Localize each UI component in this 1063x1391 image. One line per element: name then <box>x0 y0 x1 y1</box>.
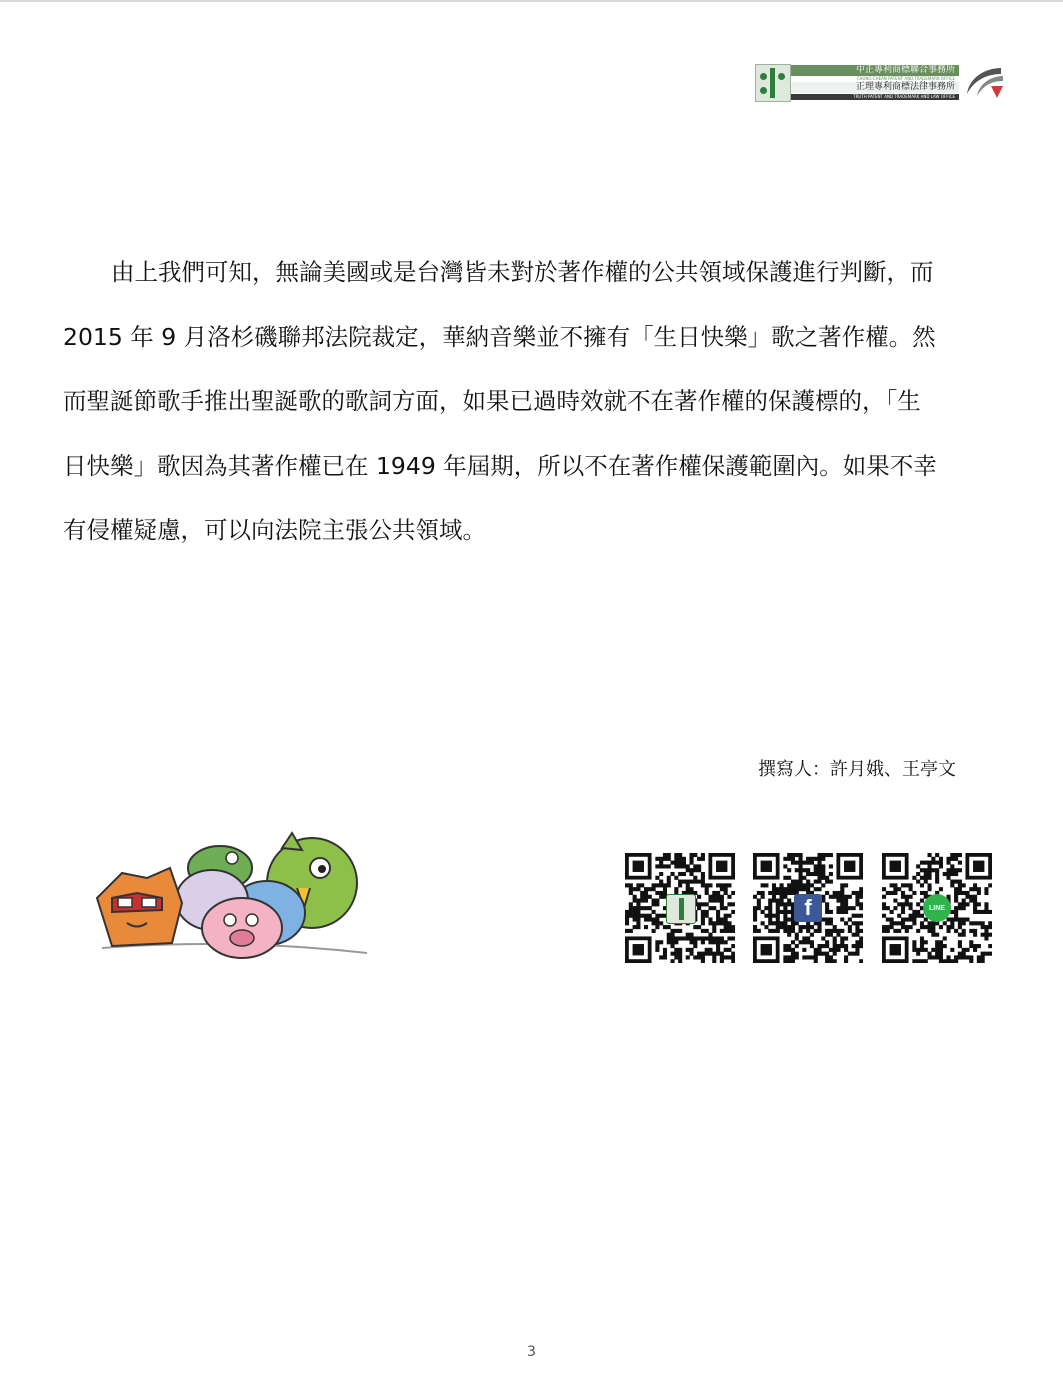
facebook-icon <box>794 894 822 922</box>
logo-name-english-2: TRUTH PATENT AND TRADEMARK AND LAW OFFICE <box>791 94 959 100</box>
mascot-illustration <box>92 828 372 963</box>
office-logo <box>755 64 1005 102</box>
paragraph <box>63 240 1000 563</box>
paragraph-line: 2015 年 9 月洛杉磯聯邦法院裁定，華納音樂並不擁有「生日快樂」歌之著作權。然 <box>63 322 936 351</box>
logo-name-chinese-1: 中正專利商標聯合事務所 <box>791 65 959 76</box>
facebook-glyph: f <box>804 895 812 920</box>
office-logo-icon <box>755 64 791 102</box>
page-number: 3 <box>527 1344 536 1360</box>
qr-code-line[interactable] <box>882 853 992 963</box>
swoosh-logo-icon <box>961 64 1005 100</box>
office-logo-icon <box>666 894 696 924</box>
qr-code-facebook[interactable] <box>753 853 863 963</box>
qr-code-website[interactable] <box>625 853 735 963</box>
top-rule <box>0 0 1063 2</box>
paragraph-line: 由上我們可知，無論美國或是台灣皆未對於著作權的公共領域保護進行判斷，而 <box>111 258 934 286</box>
paragraph-line: 而聖誕節歌手推出聖誕歌的歌詞方面，如果已過時效就不在著作權的保護標的，「生 <box>63 387 921 415</box>
article-body <box>63 240 1000 563</box>
paragraph-line: 有侵權疑慮，可以向法院主張公共領域。 <box>63 516 486 544</box>
author-credit: 撰寫人：許月娥、王亭文 <box>758 759 956 780</box>
logo-name-chinese-2: 正理專利商標法律事務所 <box>791 82 959 93</box>
line-icon <box>923 894 951 922</box>
line-glyph: LINE <box>929 904 945 912</box>
paragraph-line: 日快樂」歌因為其著作權已在 1949 年屆期，所以不在著作權保護範圍內。如果不幸 <box>63 451 937 480</box>
logo-name-english-1: CHUNG CHEAN PATENT AND TRADEMARK OFFICE <box>856 76 955 81</box>
